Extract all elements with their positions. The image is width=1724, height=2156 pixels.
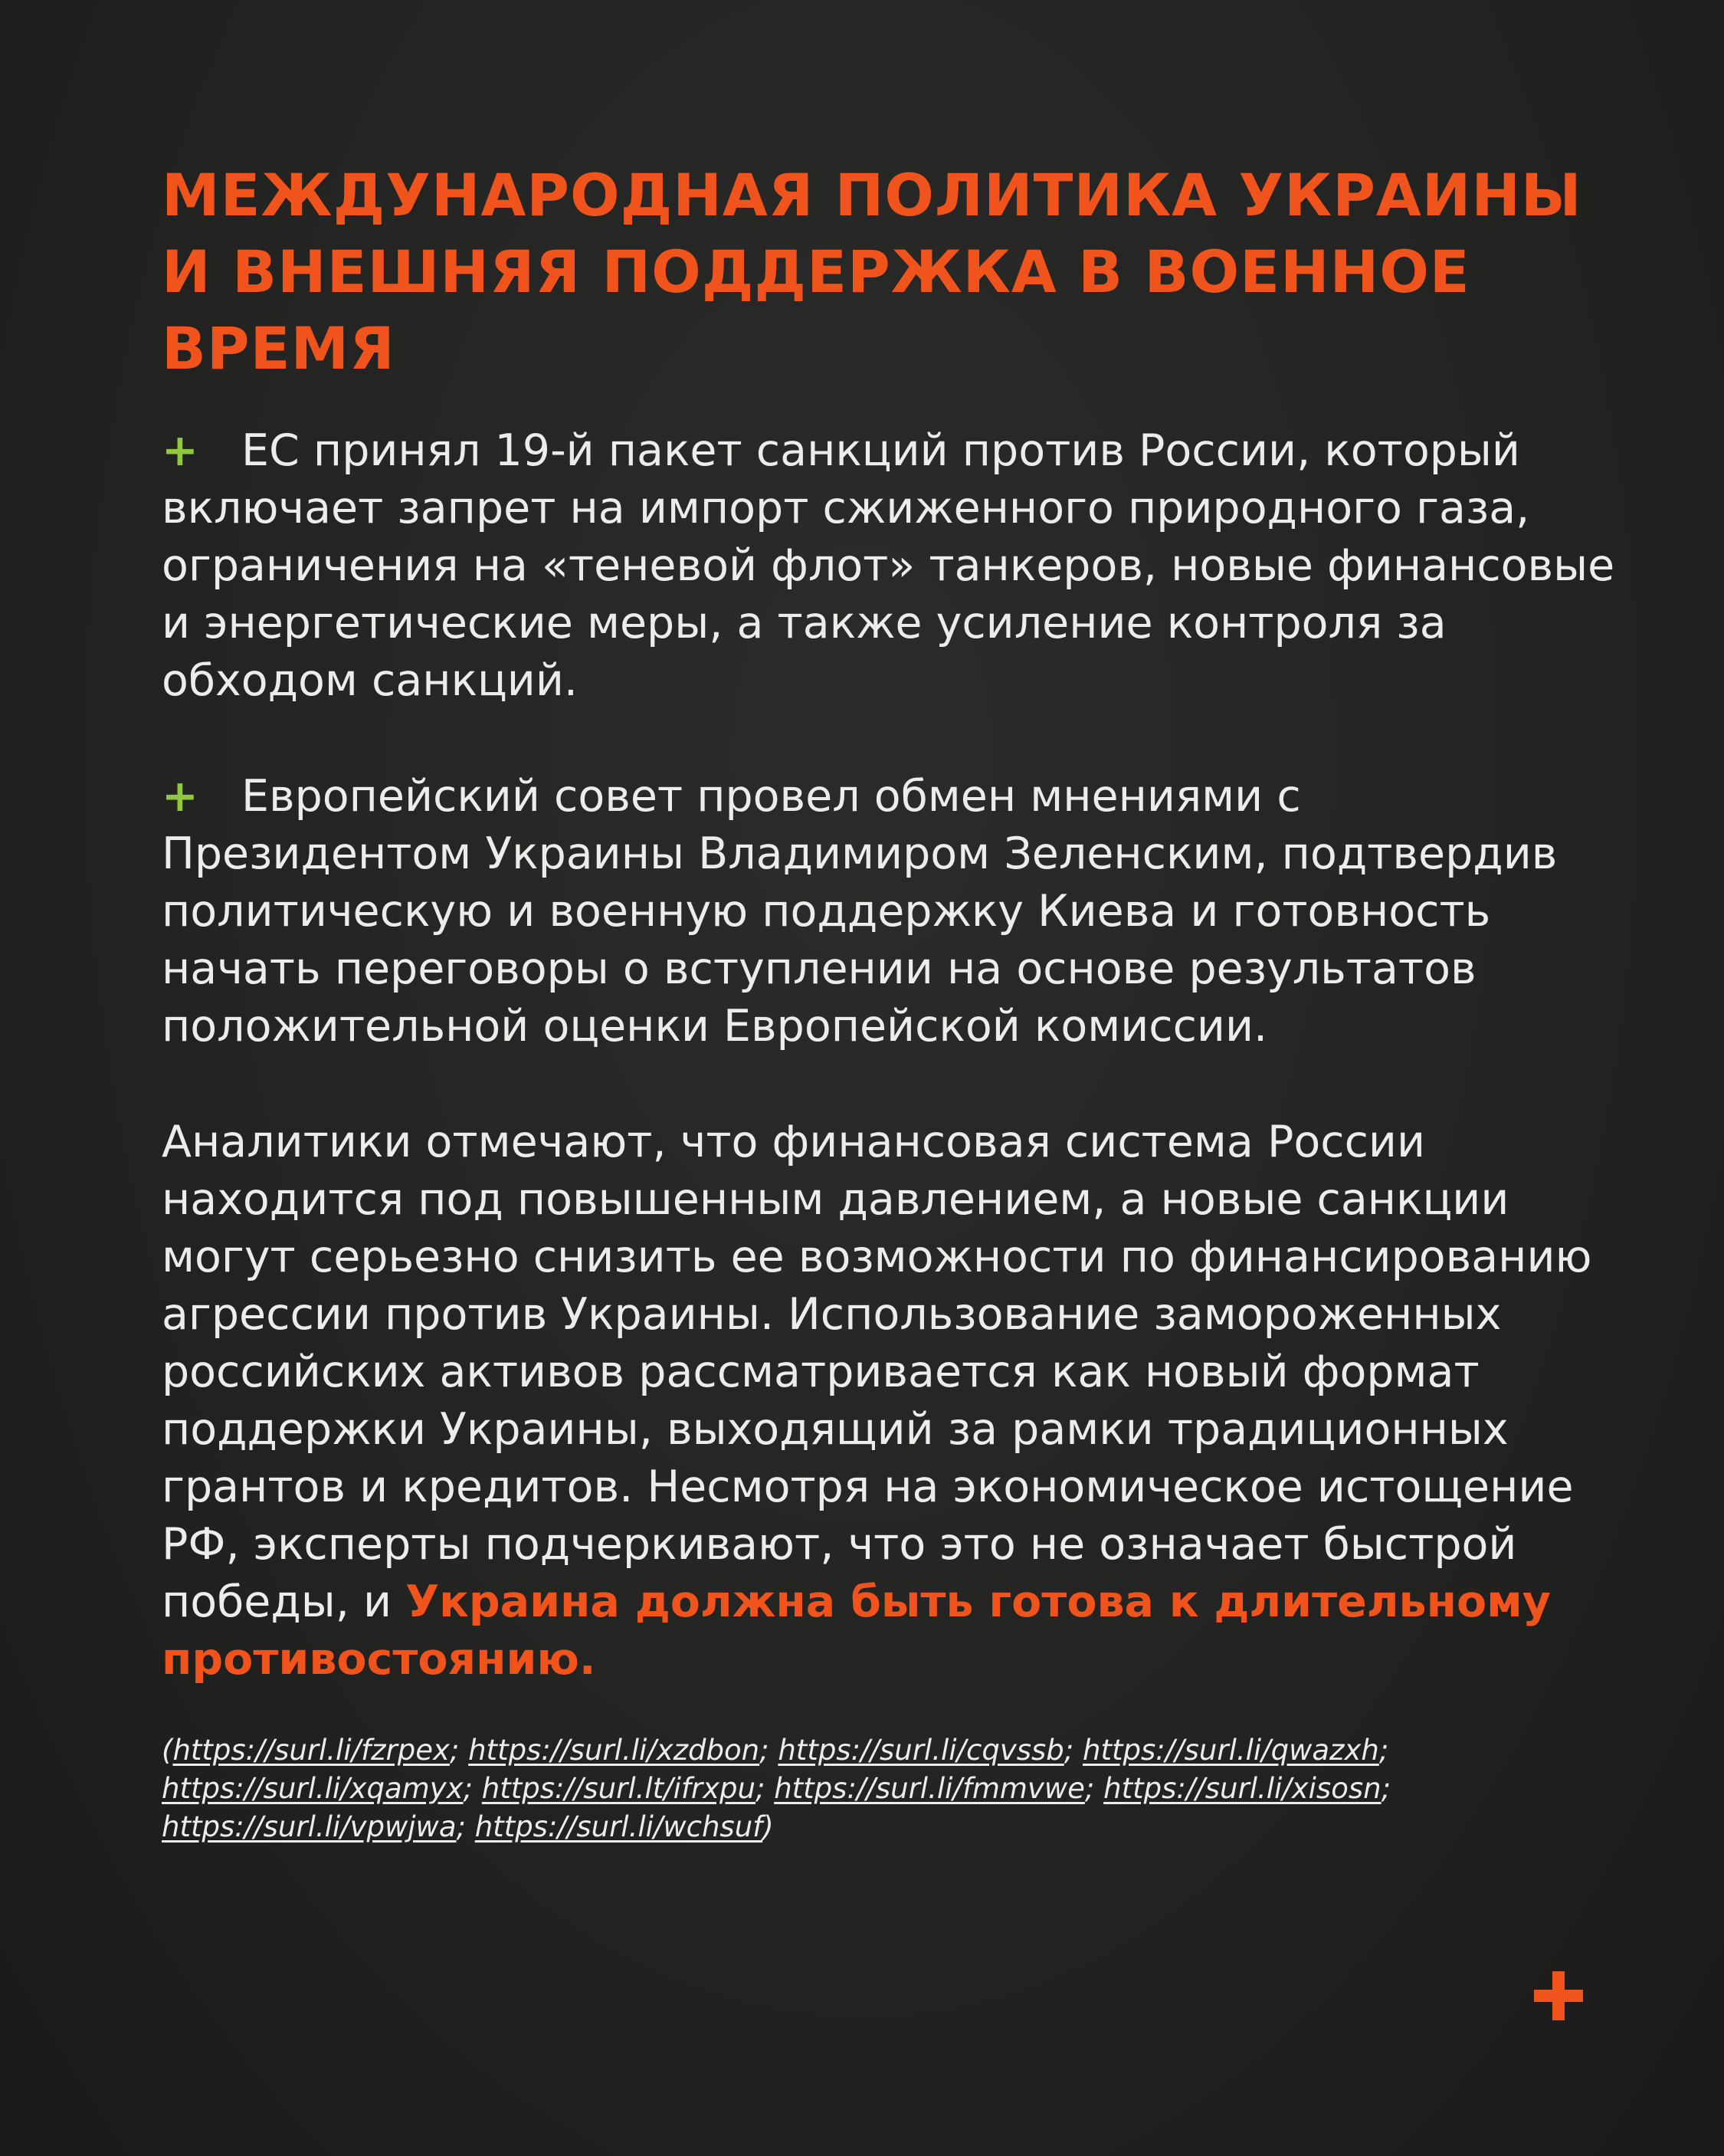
sources-close-paren: ) <box>762 1810 774 1843</box>
sources-separator: ; <box>456 1810 475 1843</box>
source-link[interactable]: https://surl.li/xisosn <box>1103 1772 1381 1805</box>
sources-separator: ; <box>449 1734 469 1767</box>
source-link[interactable]: https://surl.li/fzrpex <box>172 1734 450 1767</box>
source-link[interactable]: https://surl.li/xzdbon <box>468 1734 760 1767</box>
source-link[interactable]: https://surl.li/wchsuf <box>474 1810 763 1843</box>
page <box>162 157 1617 1846</box>
source-link[interactable]: https://surl.li/vpwjwa <box>162 1810 457 1843</box>
source-link[interactable]: https://surl.li/fmmvwe <box>774 1772 1085 1805</box>
bullet-item <box>162 422 1617 710</box>
analysis-highlight: Украина должна быть готова к длительному противостоянию. <box>162 1577 1551 1685</box>
page-title: МЕЖДУНАРОДНАЯ ПОЛИТИКА УКРАИНЫ И ВНЕШНЯЯ ПОДДЕРЖКА В ВОЕННОЕ ВРЕМЯ <box>162 161 1582 382</box>
sources <box>162 1731 1541 1846</box>
sources-separator: ; <box>1381 1772 1391 1805</box>
source-link[interactable]: https://surl.li/cqvssb <box>778 1734 1064 1767</box>
sources-open-paren: ( <box>162 1734 173 1767</box>
bullet-plus-icon: + <box>162 771 198 822</box>
sources-separator: ; <box>755 1772 775 1805</box>
sources-separator: ; <box>1064 1734 1083 1767</box>
bullet-text: ЕС принял 19-й пакет санкций против России, который включает запрет на импорт сжиженного природного газа, ограничения на «теневой флот» танкеров, новые финансовые и энергетические меры, а также усиление контроля за обходом санкций. <box>162 425 1615 706</box>
sources-separator: ; <box>463 1772 482 1805</box>
analysis-text: Аналитики отмечают, что финансовая система России находится под повышенным давлением, а новые санкции могут серьезно снизить ее возможности по финансированию агрессии против Украины. Использование замороженных российских активов рассматривается как новый формат поддержки Украины, выходящий за рамки традиционных грантов и кредитов. Несмотря на экономическое истощение РФ, эксперты подчеркивают, что это не означает быстрой победы, и <box>162 1117 1592 1627</box>
plus-icon <box>1534 1971 1583 2020</box>
sources-separator: ; <box>1378 1734 1389 1767</box>
bullet-item <box>162 768 1617 1055</box>
plus-icon-vertical-bar <box>1552 1971 1565 2020</box>
source-link[interactable]: https://surl.li/xqamyx <box>162 1772 464 1805</box>
bullet-plus-icon: + <box>162 425 198 476</box>
source-link[interactable]: https://surl.li/qwazxh <box>1083 1734 1379 1767</box>
content <box>162 422 1617 1688</box>
analysis-paragraph <box>162 1114 1617 1688</box>
bullet-text: Европейский совет провел обмен мнениями с Президентом Украины Владимиром Зеленским, подтвердив политическую и военную поддержку Киева и готовность начать переговоры о вступлении на основе результатов положительной оценки Европейской комиссии. <box>162 771 1558 1052</box>
sources-separator: ; <box>1084 1772 1104 1805</box>
source-link[interactable]: https://surl.lt/ifrxpu <box>481 1772 755 1805</box>
sources-separator: ; <box>759 1734 778 1767</box>
